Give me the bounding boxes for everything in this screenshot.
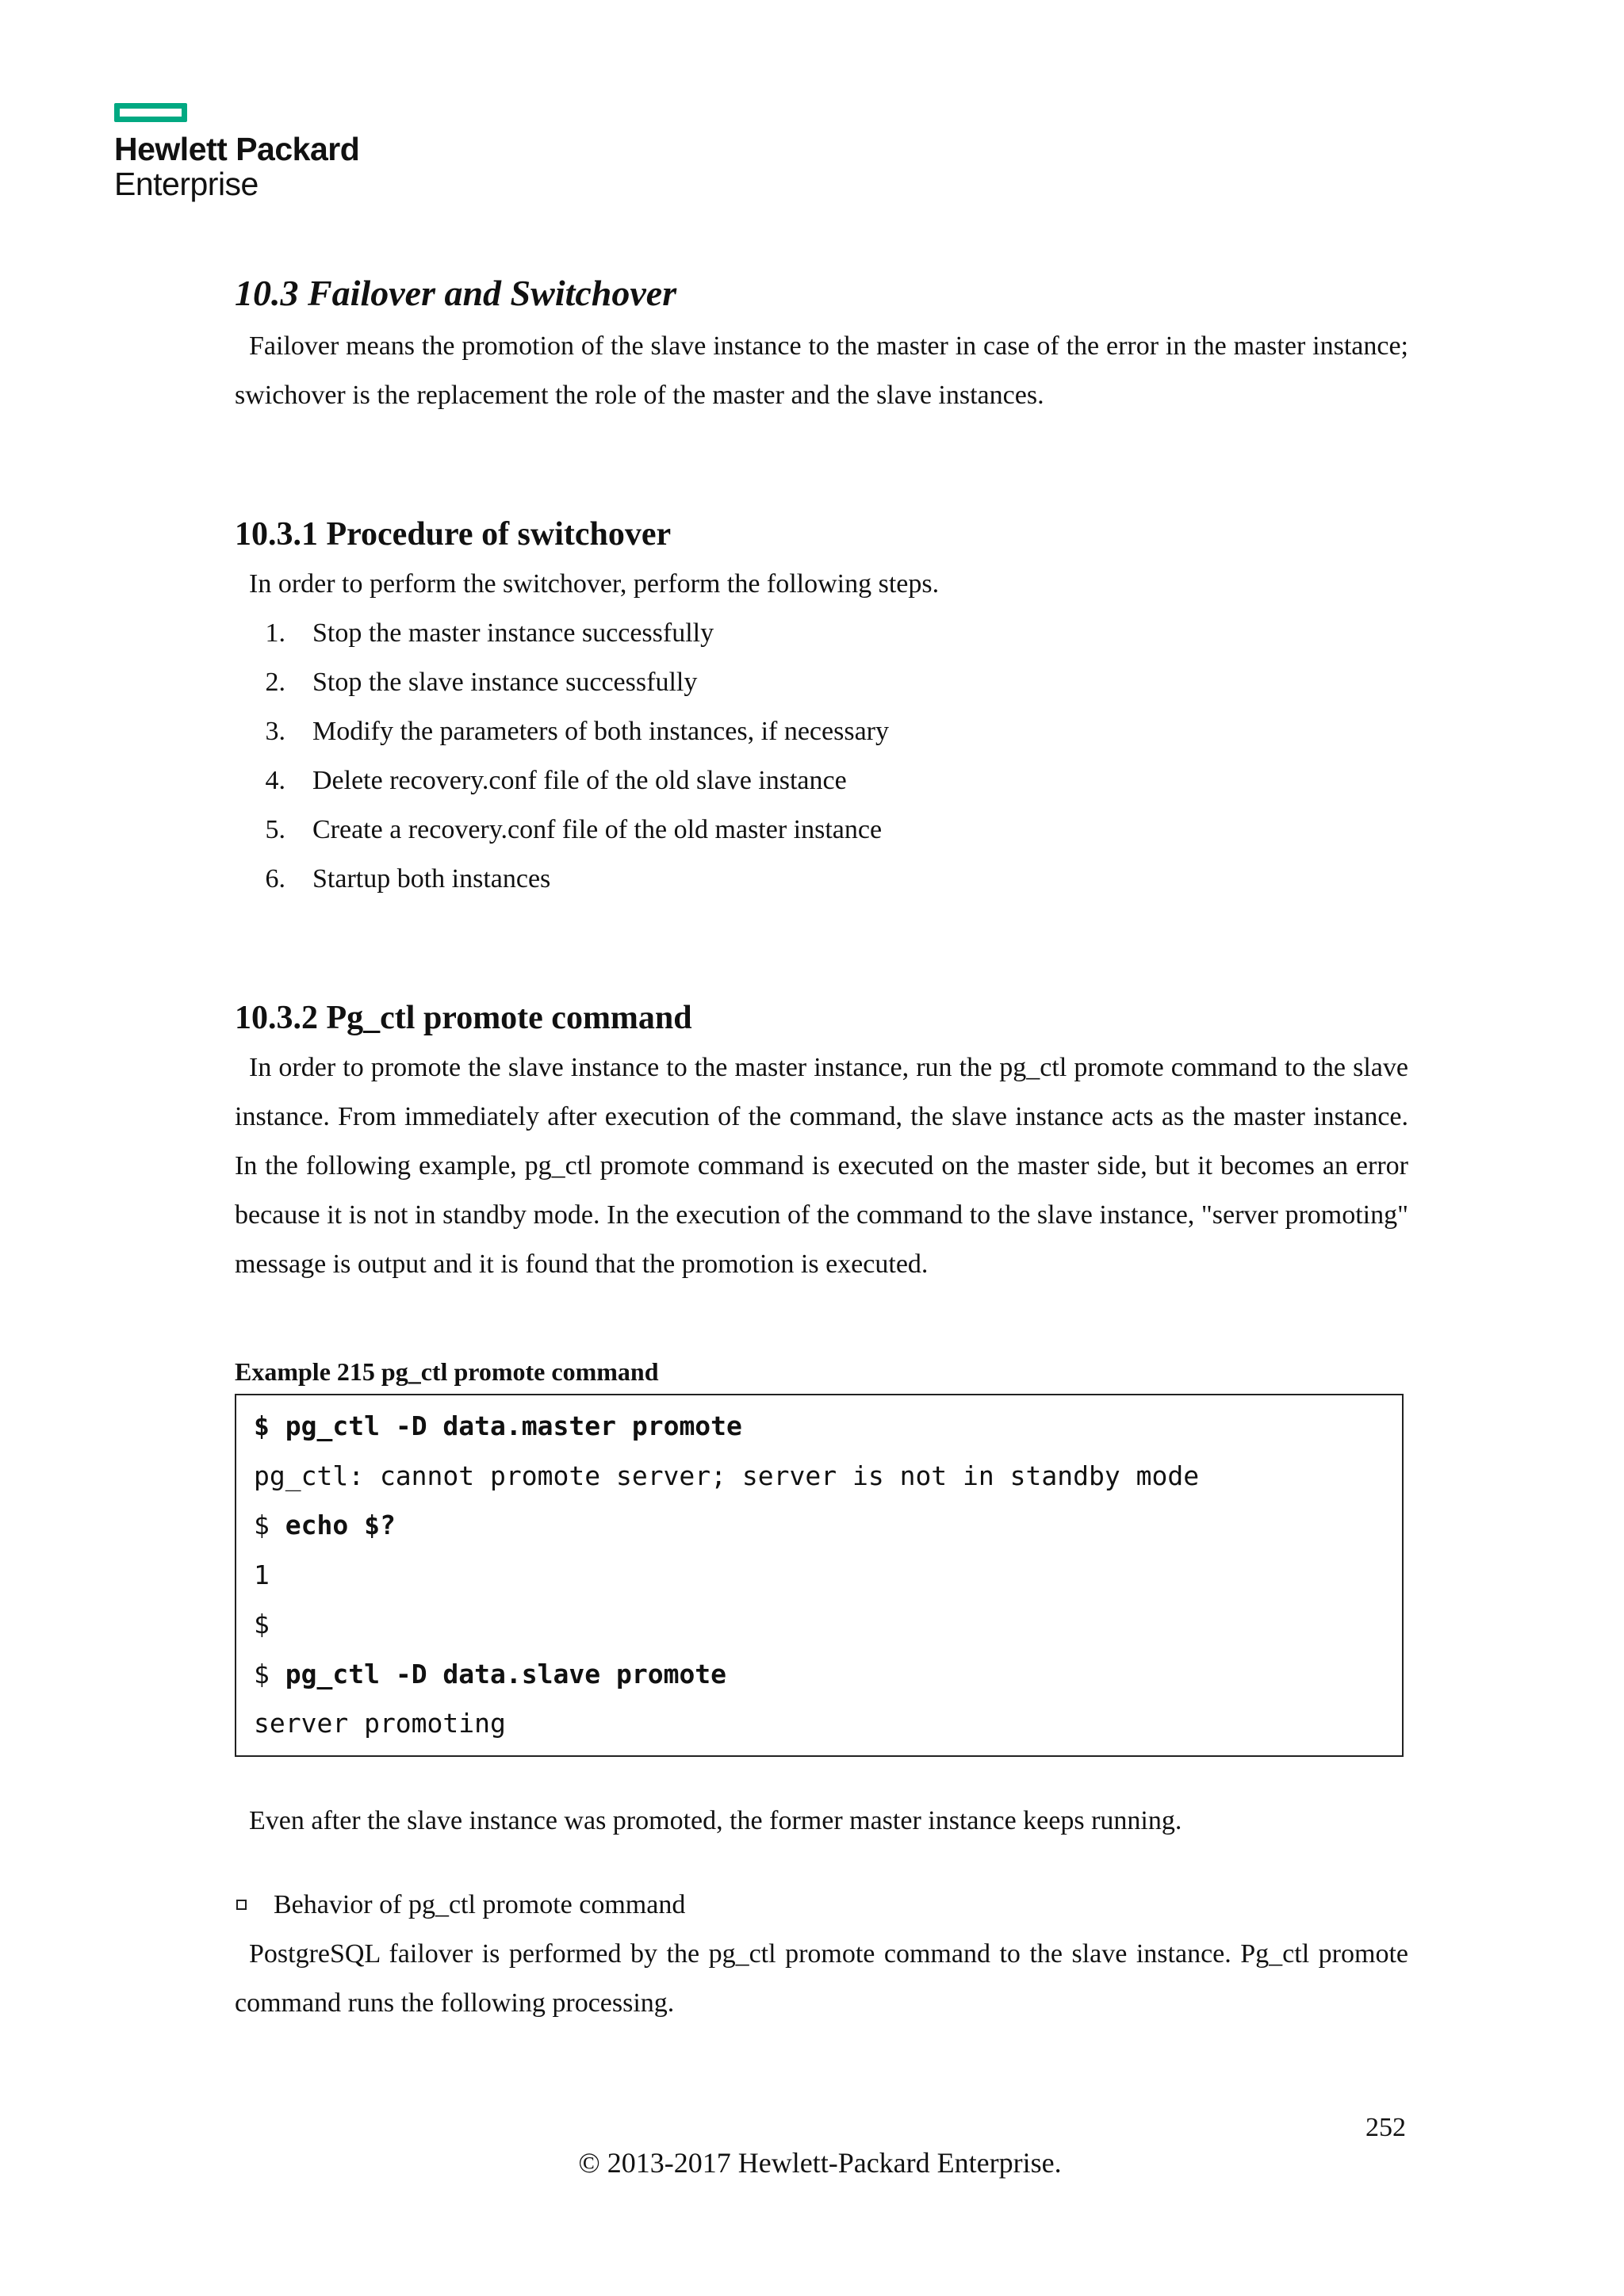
hpe-logo <box>114 103 359 201</box>
code-line <box>254 1402 1385 1452</box>
code-line <box>254 1650 1385 1700</box>
switchover-steps <box>235 609 1408 904</box>
behavior-paragraph: PostgreSQL failover is performed by the pg_ctl promote command to the slave instance. Pg_ctl promote command runs the following processing. <box>235 1938 1408 2018</box>
logo-text-line2: Enterprise <box>114 166 259 202</box>
list-item <box>235 756 1408 806</box>
step-text: Delete recovery.conf file of the old slave instance <box>312 766 847 795</box>
list-item <box>235 658 1408 707</box>
step-text: Startup both instances <box>312 864 551 894</box>
step-text: Create a recovery.conf file of the old master instance <box>312 815 883 844</box>
subsection-title-switchover: 10.3.1 Procedure of switchover <box>235 516 672 553</box>
square-bullet-icon <box>236 1900 247 1910</box>
step-text: Stop the slave instance successfully <box>312 668 698 697</box>
step-number: 5. <box>265 815 285 844</box>
code-prompt: $ <box>254 1410 285 1441</box>
code-prompt: $ <box>254 1510 285 1540</box>
example-caption: Example 215 pg_ctl promote command <box>235 1357 659 1386</box>
switchover-intro: In order to perform the switchover, perform the following steps. <box>249 569 940 599</box>
code-line: server promoting <box>254 1708 506 1739</box>
section-intro: Failover means the promotion of the slave instance to the master in case of the error in the master instance; swichover is the replacement the role of the master and the slave instances. <box>235 331 1408 410</box>
code-line: $ <box>254 1609 270 1640</box>
hpe-logo-mark <box>114 103 187 122</box>
subsection-title-promote: 10.3.2 Pg_ctl promote command <box>235 1000 692 1036</box>
code-line: 1 <box>254 1559 270 1590</box>
behavior-heading-text: Behavior of pg_ctl promote command <box>274 1889 686 1919</box>
section-title: 10.3 Failover and Switchover <box>235 273 677 313</box>
step-number: 2. <box>265 668 285 697</box>
document-body <box>235 270 1408 2028</box>
step-number: 3. <box>265 717 285 746</box>
code-prompt: $ <box>254 1658 285 1689</box>
code-command: pg_ctl -D data.master promote <box>285 1410 742 1441</box>
step-number: 6. <box>265 864 285 894</box>
code-command: echo $? <box>285 1510 396 1540</box>
list-item <box>235 855 1408 904</box>
step-text: Stop the master instance successfully <box>312 618 714 648</box>
list-item <box>235 806 1408 855</box>
code-line: pg_ctl: cannot promote server; server is not in standby mode <box>254 1460 1200 1491</box>
step-number: 1. <box>265 618 285 648</box>
list-item <box>235 707 1408 756</box>
code-command: pg_ctl -D data.slave promote <box>285 1658 727 1689</box>
list-item <box>235 609 1408 658</box>
behavior-heading <box>235 1881 1408 1930</box>
promote-paragraph: In order to promote the slave instance to the master instance, run the pg_ctl promote command to the slave instance. From immediately after execution of the command, the slave instance acts as the master instance. In the following example, pg_ctl promote command is executed on the master side, but it becomes an error because it is not in standby mode. In the execution of the command to the slave instance, "server promoting" message is output and it is found that the promotion is executed. <box>235 1053 1408 1279</box>
step-number: 4. <box>265 766 285 795</box>
after-example-text: Even after the slave instance was promoted, the former master instance keeps running. <box>249 1805 1182 1835</box>
step-text: Modify the parameters of both instances, if necessary <box>312 717 889 746</box>
code-example-box <box>235 1394 1404 1757</box>
code-line <box>254 1501 1385 1551</box>
copyright-footer: © 2013-2017 Hewlett-Packard Enterprise. <box>578 2147 1062 2179</box>
page-number: 252 <box>1365 2113 1406 2142</box>
logo-text-line1: Hewlett Packard <box>114 131 360 167</box>
